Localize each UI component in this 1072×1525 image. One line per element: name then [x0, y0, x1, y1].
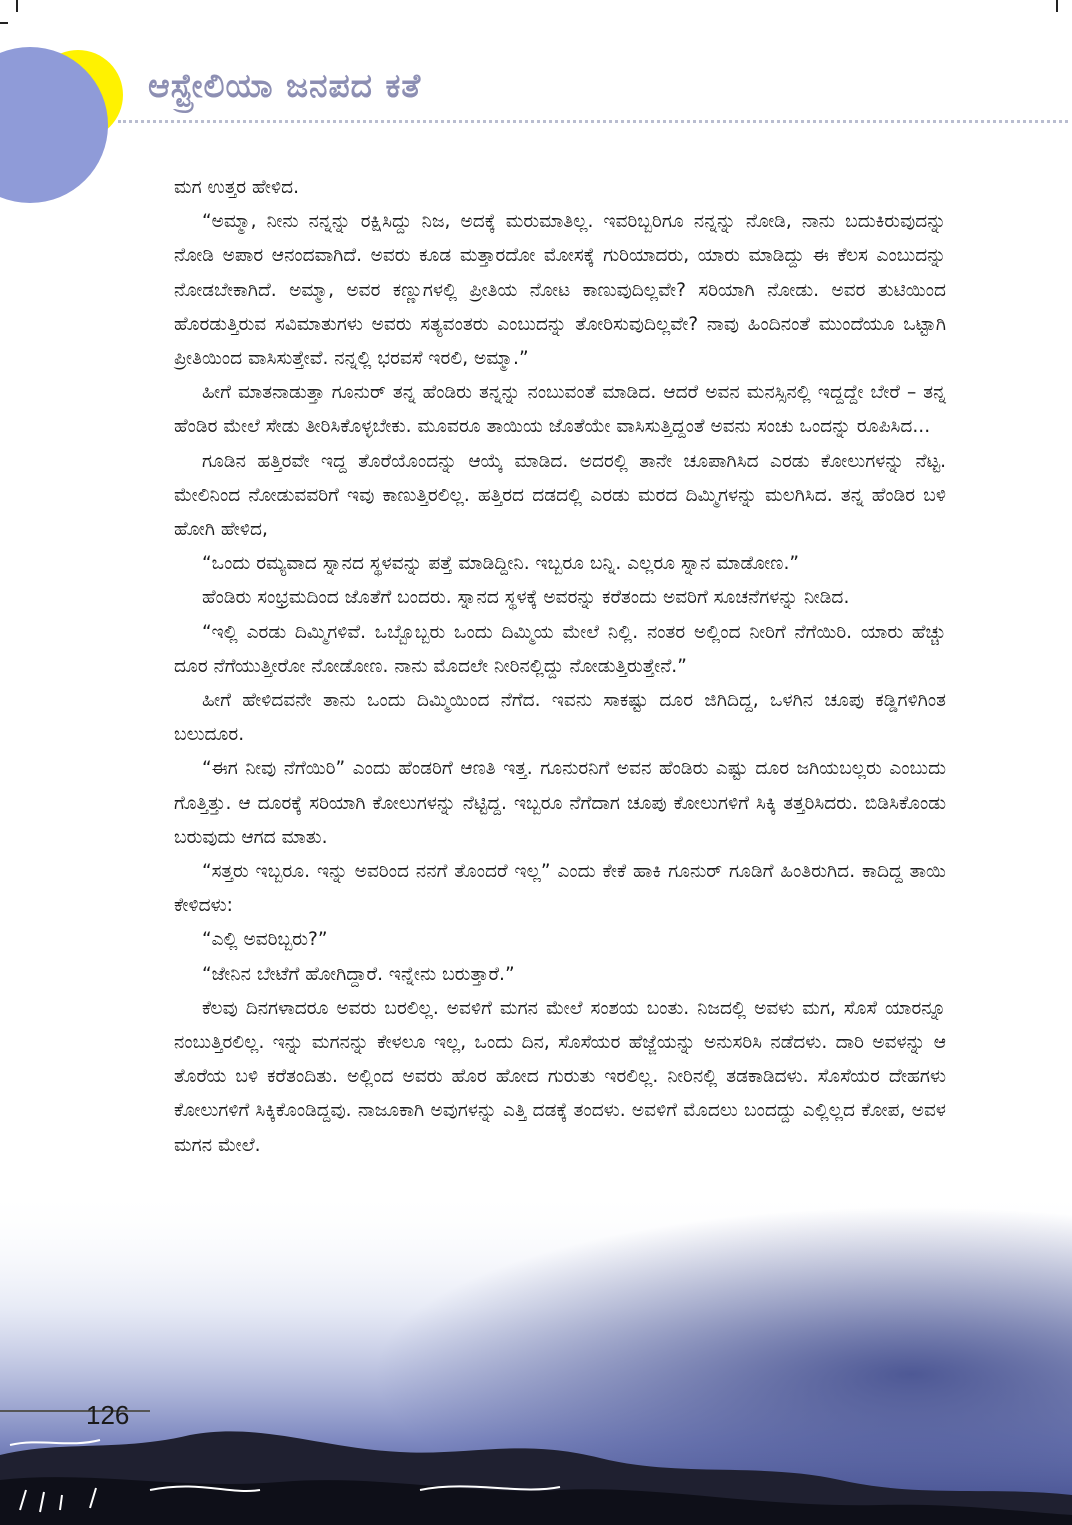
paragraph: ಹೀಗೆ ಹೇಳಿದವನೇ ತಾನು ಒಂದು ದಿಮ್ಮಿಯಿಂದ ನೆಗೆದ. ಇವನು ಸಾಕಷ್ಟು ದೂರ ಜಿಗಿದಿದ್ದ, ಒಳಗಿನ ಚೂಪು ಕಡ್ಡಿಗಳಿಗಿಂತ ಬಲುದೂರ. — [174, 690, 946, 746]
header-dotted-rule — [118, 120, 1068, 123]
paragraph: ಗೂಡಿನ ಹತ್ತಿರವೇ ಇದ್ದ ತೊರೆಯೊಂದನ್ನು ಆಯ್ಕೆ ಮಾಡಿದ. ಅದರಲ್ಲಿ ತಾನೇ ಚೂಪಾಗಿಸಿದ ಎರಡು ಕೋಲುಗಳನ್ನು ನೆಟ್ಟ. ಮೇಲಿನಿಂದ ನೋಡುವವರಿಗೆ ಇವು ಕಾಣುತ್ತಿರಲಿಲ್ಲ. ಹತ್ತಿರದ ದಡದಲ್ಲಿ ಎರಡು ಮರದ ದಿಮ್ಮಿಗಳನ್ನು ಮಲಗಿಸಿದ. ತನ್ನ ಹೆಂಡಿರ ಬಳಿ ಹೋಗಿ ಹೇಳಿದ, — [174, 450, 946, 541]
paragraph: “ಇಲ್ಲಿ ಎರಡು ದಿಮ್ಮಿಗಳಿವೆ. ಒಬ್ಬೊಬ್ಬರು ಒಂದು ದಿಮ್ಮಿಯ ಮೇಲೆ ನಿಲ್ಲಿ. ನಂತರ ಅಲ್ಲಿಂದ ನೀರಿಗೆ ನೆಗೆಯಿರಿ. ಯಾರು ಹೆಚ್ಚು ದೂರ ನೆಗೆಯುತ್ತೀರೋ ನೋಡೋಣ. ನಾನು ಮೊದಲೇ ನೀರಿನಲ್ಲಿದ್ದು ನೋಡುತ್ತಿರುತ್ತೇನೆ.” — [174, 621, 946, 677]
paragraph: “ಜೇನಿನ ಬೇಟೆಗೆ ಹೋಗಿದ್ದಾರೆ. ಇನ್ನೇನು ಬರುತ್ತಾರೆ.” — [202, 963, 515, 985]
paragraph: “ಅಮ್ಮಾ, ನೀನು ನನ್ನನ್ನು ರಕ್ಷಿಸಿದ್ದು ನಿಜ, ಅದಕ್ಕೆ ಮರುಮಾತಿಲ್ಲ. ಇವರಿಬ್ಬರಿಗೂ ನನ್ನನ್ನು ನೋಡಿ, ನಾನು ಬದುಕಿರುವುದನ್ನು ನೋಡಿ ಅಪಾರ ಆನಂದವಾಗಿದೆ. ಅವರು ಕೂಡ ಮತ್ತಾರದೋ ಮೋಸಕ್ಕೆ ಗುರಿಯಾದರು, ಯಾರು ಮಾಡಿದ್ದು ಈ ಕೆಲಸ ಎಂಬುದನ್ನು ನೋಡಬೇಕಾಗಿದೆ. ಅಮ್ಮಾ, ಅವರ ಕಣ್ಣುಗಳಲ್ಲಿ ಪ್ರೀತಿಯ ನೋಟ ಕಾಣುವುದಿಲ್ಲವೇ? ಸರಿಯಾಗಿ ನೋಡು. ಅವರ ತುಟಿಯಿಂದ ಹೊರಡುತ್ತಿರುವ ಸವಿಮಾತುಗಳು ಅವರು ಸತ್ಯವಂತರು ಎಂಬುದನ್ನು ತೋರಿಸುವುದಿಲ್ಲವೇ? ನಾವು ಹಿಂದಿನಂತೆ ಮುಂದೆಯೂ ಒಟ್ಟಾಗಿ ಪ್ರೀತಿಯಿಂದ ವಾಸಿಸುತ್ತೇವೆ. ನನ್ನಲ್ಲಿ ಭರವಸೆ ಇರಲಿ, ಅಮ್ಮಾ.” — [174, 211, 946, 370]
paragraph: ಹೀಗೆ ಮಾತನಾಡುತ್ತಾ ಗೂನುರ್ ತನ್ನ ಹೆಂಡಿರು ತನ್ನನ್ನು ನಂಬುವಂತೆ ಮಾಡಿದ. ಆದರೆ ಅವನ ಮನಸ್ಸಿನಲ್ಲಿ ಇದ್ದದ್ದೇ ಬೇರೆ – ತನ್ನ ಹೆಂಡಿರ ಮೇಲೆ ಸೇಡು ತೀರಿಸಿಕೊಳ್ಳಬೇಕು. ಮೂವರೂ ತಾಯಿಯ ಜೊತೆಯೇ ವಾಸಿಸುತ್ತಿದ್ದಂತೆ ಅವನು ಸಂಚು ಒಂದನ್ನು ರೂಪಿಸಿದ... — [174, 382, 946, 438]
page-number: 126 — [86, 1400, 130, 1430]
bottom-landscape-artwork — [0, 1190, 1072, 1525]
paragraph: “ಎಲ್ಲಿ ಅವರಿಬ್ಬರು?” — [202, 929, 328, 951]
paragraph: ಕೆಲವು ದಿನಗಳಾದರೂ ಅವರು ಬರಲಿಲ್ಲ. ಅವಳಿಗೆ ಮಗನ ಮೇಲೆ ಸಂಶಯ ಬಂತು. ನಿಜದಲ್ಲಿ ಅವಳು ಮಗ, ಸೊಸೆ ಯಾರನ್ನೂ ನಂಬುತ್ತಿರಲಿಲ್ಲ. ಇನ್ನು ಮಗನನ್ನು ಕೇಳಲೂ ಇಲ್ಲ, ಒಂದು ದಿನ, ಸೊಸೆಯರ ಹೆಜ್ಜೆಯನ್ನು ಅನುಸರಿಸಿ ನಡೆದಳು. ದಾರಿ ಅವಳನ್ನು ಆ ತೊರೆಯ ಬಳಿ ಕರೆತಂದಿತು. ಅಲ್ಲಿಂದ ಅವರು ಹೊರ ಹೋದ ಗುರುತು ಇರಲಿಲ್ಲ. ನೀರಿನಲ್ಲಿ ತಡಕಾಡಿದಳು. ಸೊಸೆಯರ ದೇಹಗಳು ಕೋಲುಗಳಿಗೆ ಸಿಕ್ಕಿಕೊಂಡಿದ್ದವು. ನಾಜೂಕಾಗಿ ಅವುಗಳನ್ನು ಎತ್ತಿ ದಡಕ್ಕೆ ತಂದಳು. ಅವಳಿಗೆ ಮೊದಲು ಬಂದದ್ದು ಎಲ್ಲಿಲ್ಲದ ಕೋಪ, ಅವಳ ಮಗನ ಮೇಲೆ. — [174, 997, 947, 1156]
paragraph: “ಈಗ ನೀವು ನೆಗೆಯಿರಿ” ಎಂದು ಹೆಂಡರಿಗೆ ಆಣತಿ ಇತ್ತ. ಗೂನುರನಿಗೆ ಅವನ ಹೆಂಡಿರು ಎಷ್ಟು ದೂರ ಜಗಿಯಬಲ್ಲರು ಎಂಬುದು ಗೊತ್ತಿತ್ತು. ಆ ದೂರಕ್ಕೆ ಸರಿಯಾಗಿ ಕೋಲುಗಳನ್ನು ನೆಟ್ಟಿದ್ದ. ಇಬ್ಬರೂ ನೆಗೆದಾಗ ಚೂಪು ಕೋಲುಗಳಿಗೆ ಸಿಕ್ಕಿ ತತ್ತರಿಸಿದರು. ಬಿಡಿಸಿಕೊಂಡು ಬರುವುದು ಆಗದ ಮಾತು. — [174, 758, 946, 848]
story-body — [174, 171, 946, 1163]
paragraph: ಮಗ ಉತ್ತರ ಹೇಳಿದ. — [174, 177, 300, 198]
paragraph: “ಸತ್ತರು ಇಬ್ಬರೂ. ಇನ್ನು ಅವರಿಂದ ನನಗೆ ತೊಂದರೆ ಇಲ್ಲ” ಎಂದು ಕೇಕೆ ಹಾಕಿ ಗೂನುರ್ ಗೂಡಿಗೆ ಹಿಂತಿರುಗಿದ. ಕಾದಿದ್ದ ತಾಯಿ ಕೇಳಿದಳು: — [174, 861, 946, 917]
header-circles-decoration — [0, 0, 140, 220]
paragraph: “ಒಂದು ರಮ್ಯವಾದ ಸ್ನಾನದ ಸ್ಥಳವನ್ನು ಪತ್ತೆ ಮಾಡಿದ್ದೀನಿ. ಇಬ್ಬರೂ ಬನ್ನಿ. ಎಲ್ಲರೂ ಸ್ನಾನ ಮಾಡೋಣ.” — [202, 553, 799, 575]
paragraph: ಹೆಂಡಿರು ಸಂಭ್ರಮದಿಂದ ಜೊತೆಗೆ ಬಂದರು. ಸ್ನಾನದ ಸ್ಥಳಕ್ಕೆ ಅವರನ್ನು ಕರೆತಂದು ಅವರಿಗೆ ಸೂಚನೆಗಳನ್ನು ನೀಡಿದ. — [202, 587, 850, 609]
crop-mark-top-right — [1056, 0, 1058, 12]
running-header-title: ಆಸ್ಟ್ರೇಲಿಯಾ ಜನಪದ ಕತೆ — [148, 66, 422, 105]
